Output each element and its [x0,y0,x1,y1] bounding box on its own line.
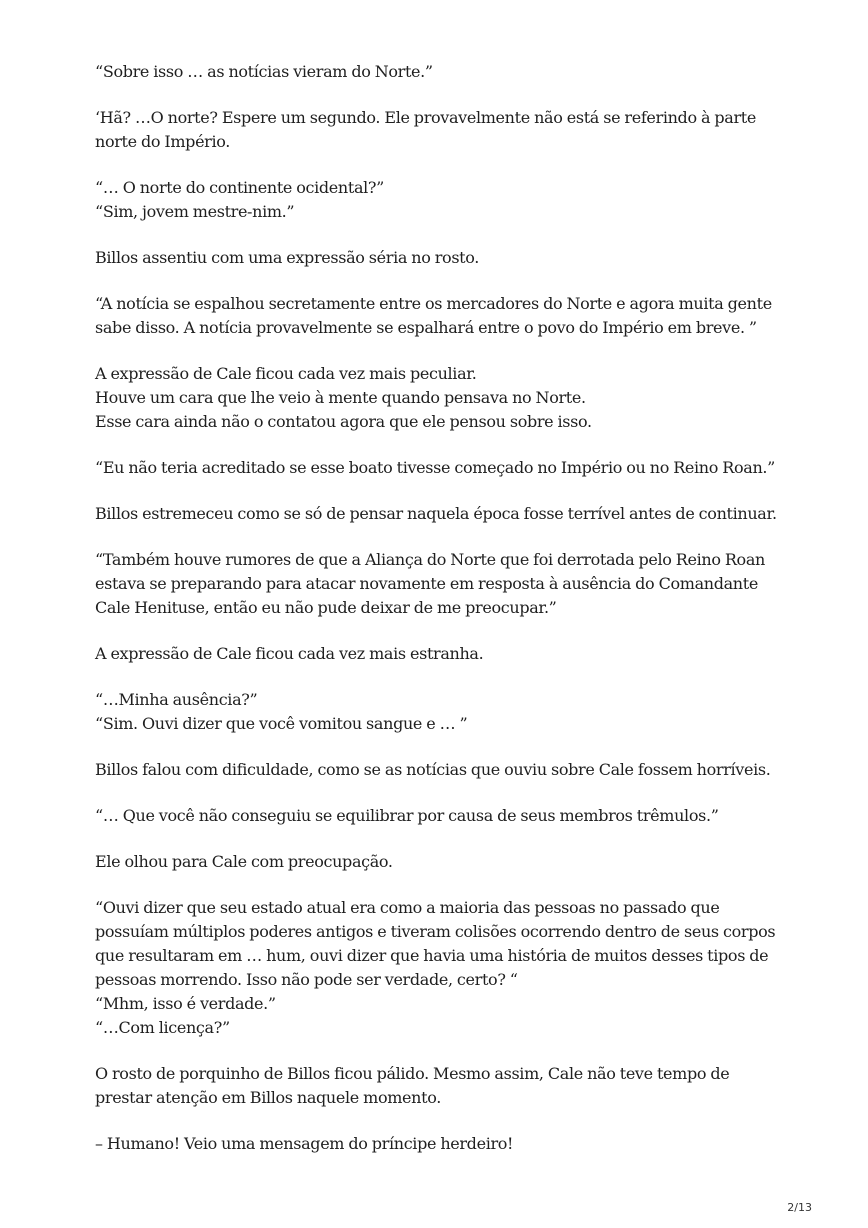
paragraph [95,1132,785,1156]
text-line: “…Com licença?” [95,1018,230,1037]
text-line: “… O norte do continente ocidental?” [95,178,384,197]
paragraph [95,456,785,480]
text-line: “…Minha ausência?” [95,690,258,709]
text-line: – Humano! Veio uma mensagem do príncipe herdeiro! [95,1134,514,1153]
text-line: que resultaram em … hum, ouvi dizer que havia uma história de muitos desses tipos de [95,946,769,965]
paragraph [95,688,785,736]
page-number: 2/13 [787,1201,812,1214]
paragraph [95,246,785,270]
paragraph [95,758,785,782]
text-line: O rosto de porquinho de Billos ficou pálido. Mesmo assim, Cale não teve tempo de [95,1064,730,1083]
paragraph [95,1062,785,1110]
paragraph [95,896,785,1040]
paragraph [95,850,785,874]
text-line: possuíam múltiplos poderes antigos e tiveram colisões ocorrendo dentro de seus corpos [95,922,776,941]
paragraph [95,106,785,154]
text-line: “Sim. Ouvi dizer que você vomitou sangue e … ” [95,714,468,733]
text-line: pessoas morrendo. Isso não pode ser verdade, certo? “ [95,970,518,989]
text-line: Billos falou com dificuldade, como se as notícias que ouviu sobre Cale fossem horríveis. [95,760,771,779]
text-line: Houve um cara que lhe veio à mente quando pensava no Norte. [95,388,586,407]
paragraph [95,60,785,84]
text-line: Esse cara ainda não o contatou agora que ele pensou sobre isso. [95,412,592,431]
paragraph [95,362,785,434]
text-line: ‘Hã? …O norte? Espere um segundo. Ele provavelmente não está se referindo à parte [95,108,756,127]
text-line: prestar atenção em Billos naquele momento. [95,1088,441,1107]
text-line: A expressão de Cale ficou cada vez mais peculiar. [95,364,477,383]
paragraph [95,548,785,620]
text-line: estava se preparando para atacar novamente em resposta à ausência do Comandante [95,574,758,593]
text-line: Billos assentiu com uma expressão séria no rosto. [95,248,479,267]
paragraph [95,502,785,526]
text-line: A expressão de Cale ficou cada vez mais estranha. [95,644,484,663]
text-line: “Ouvi dizer que seu estado atual era como a maioria das pessoas no passado que [95,898,720,917]
paragraph [95,804,785,828]
text-line: Cale Henituse, então eu não pude deixar de me preocupar.” [95,598,557,617]
text-line: Ele olhou para Cale com preocupação. [95,852,393,871]
text-line: “Mhm, isso é verdade.” [95,994,276,1013]
paragraph [95,292,785,340]
paragraph [95,642,785,666]
text-line: “A notícia se espalhou secretamente entre os mercadores do Norte e agora muita gente [95,294,772,313]
text-line: “Sim, jovem mestre-nim.” [95,202,295,221]
paragraph-list [95,60,785,1156]
text-line: Billos estremeceu como se só de pensar naquela época fosse terrível antes de continuar. [95,504,777,523]
text-line: “Eu não teria acreditado se esse boato tivesse começado no Império ou no Reino Roan.” [95,458,775,477]
text-line: “Sobre isso … as notícias vieram do Norte.” [95,62,433,81]
document-page [95,60,785,1178]
text-line: sabe disso. A notícia provavelmente se espalhará entre o povo do Império em breve. ” [95,318,757,337]
text-line: norte do Império. [95,132,230,151]
text-line: “Também houve rumores de que a Aliança do Norte que foi derrotada pelo Reino Roan [95,550,765,569]
text-line: “… Que você não conseguiu se equilibrar por causa de seus membros trêmulos.” [95,806,719,825]
paragraph [95,176,785,224]
